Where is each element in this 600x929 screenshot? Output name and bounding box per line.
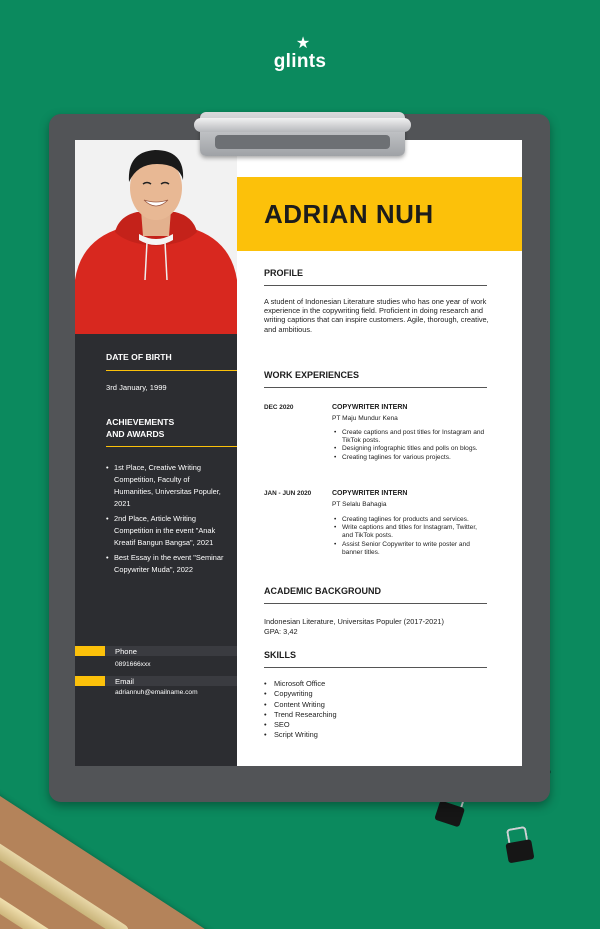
list-item: • Write captions and titles for Instagram, Twitter, and TikTok posts. [334, 524, 486, 540]
list-item: • Designing infographic titles and polls on blogs. [334, 445, 486, 453]
job-title: COPYWRITER INTERN [332, 404, 408, 411]
list-item: • Best Essay in the event "Seminar Copywriter Muda", 2022 [106, 552, 228, 576]
academic-gpa: GPA: 3,42 [264, 627, 298, 636]
academic-title: ACADEMIC BACKGROUND [264, 586, 381, 596]
brand-name: glints [273, 51, 327, 72]
dob-divider [106, 370, 237, 371]
star-icon: ★ [295, 35, 311, 52]
job-company: PT Maju Mundur Kena [332, 415, 398, 422]
dob-value: 3rd January, 1999 [106, 383, 167, 392]
candidate-name: ADRIAN NUH [264, 199, 434, 229]
list-item: • Creating taglines for products and services. [334, 516, 486, 524]
list-item: • Content Writing [264, 700, 464, 710]
list-item: • Script Writing [264, 730, 464, 740]
resume-sidebar [75, 140, 237, 766]
phone-label: Phone [115, 647, 137, 656]
list-item: • 2nd Place, Article Writing Competition in the event "Anak Kreatif Bangun Bangsa", 2021 [106, 513, 228, 549]
skills-divider [264, 667, 487, 668]
profile-divider [264, 285, 487, 286]
binder-clip [503, 823, 551, 879]
work-title: WORK EXPERIENCES [264, 370, 360, 380]
profile-title: PROFILE [264, 268, 304, 278]
skills-title: SKILLS [264, 650, 297, 660]
clip-slot [215, 135, 390, 149]
list-item: • Copywriting [264, 689, 464, 699]
profile-photo [75, 140, 237, 334]
list-item: • Trend Researching [264, 710, 464, 720]
email-value: adriannuh@emailname.com [115, 689, 198, 696]
list-item: • Create captions and post titles for Instagram and TikTok posts. [334, 429, 486, 445]
academic-degree: Indonesian Literature, Universitas Populer (2017-2021) [264, 617, 444, 626]
achievements-title-line2: AND AWARDS [106, 429, 165, 439]
list-item: • 1st Place, Creative Writing Competition, Faculty of Humanities, Universitas Populer, 2021 [106, 462, 228, 510]
job-company: PT Selalu Bahagia [332, 501, 387, 508]
list-item: • SEO [264, 720, 464, 730]
job-duties [334, 516, 486, 557]
job-duties [334, 429, 486, 462]
resume-main [237, 140, 522, 766]
person-illustration [75, 140, 237, 334]
achievements-divider [106, 446, 237, 447]
profile-text: A student of Indonesian Literature studies who has one year of work experience in the copywriting field. Proficient in doing research and writing captions that can inspire customers. Agile, thorough, creative, and ambitious. [264, 297, 489, 334]
job-title: COPYWRITER INTERN [332, 490, 408, 497]
dob-title: DATE OF BIRTH [106, 352, 172, 362]
glints-logo [0, 36, 600, 72]
academic-divider [264, 603, 487, 604]
name-banner [237, 177, 522, 251]
list-item: • Assist Senior Copywriter to write poster and banner titles. [334, 541, 486, 557]
work-divider [264, 387, 487, 388]
skills-list [264, 679, 464, 741]
list-item: • Microsoft Office [264, 679, 464, 689]
job-date: JAN - JUN 2020 [264, 490, 312, 497]
phone-marker [75, 646, 105, 656]
clip-lever [194, 118, 411, 132]
resume-paper [75, 140, 522, 766]
email-label: Email [115, 677, 134, 686]
achievements-list [106, 462, 228, 579]
job-date: DEC 2020 [264, 404, 294, 411]
list-item: • Creating taglines for various projects. [334, 454, 486, 462]
achievements-title-line1: ACHIEVEMENTS [106, 417, 175, 427]
phone-value: 0891666xxx [115, 661, 151, 668]
email-marker [75, 676, 105, 686]
